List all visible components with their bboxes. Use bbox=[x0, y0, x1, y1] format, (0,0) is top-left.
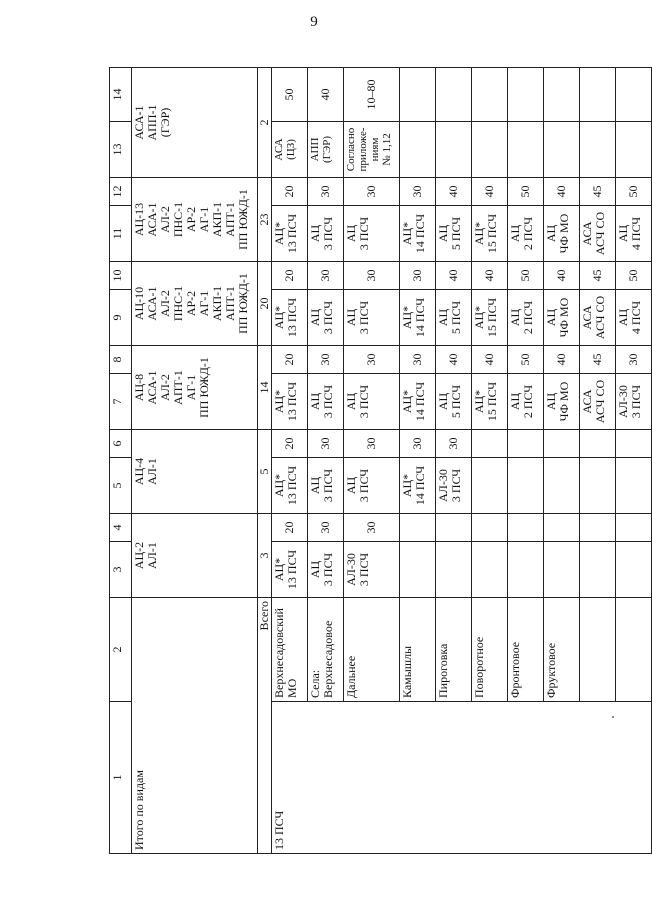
header-col-11: 11 bbox=[110, 206, 132, 262]
cell-col-4 bbox=[472, 514, 508, 542]
cell-col-12: 50 bbox=[508, 178, 544, 206]
cell-col-12: 30 bbox=[344, 178, 400, 206]
fire-response-table bbox=[109, 67, 652, 854]
margin-mark bbox=[612, 716, 614, 718]
cell-col-10: 30 bbox=[400, 262, 436, 290]
cell-col-4 bbox=[616, 514, 652, 542]
cell-col-3: АЦ* 13 ПСЧ bbox=[272, 542, 308, 598]
cell-col-4: 30 bbox=[344, 514, 400, 542]
cell-col-3 bbox=[400, 542, 436, 598]
cell-col-12: 40 bbox=[472, 178, 508, 206]
cell-col-14 bbox=[580, 68, 616, 122]
cell-col-13 bbox=[436, 122, 472, 178]
cell-col-7: АЦ ЧФ МО bbox=[544, 374, 580, 430]
cell-col-6 bbox=[544, 430, 580, 458]
cell-col-10: 20 bbox=[272, 262, 308, 290]
cell-col-10: 40 bbox=[472, 262, 508, 290]
cell-col-13: АПП (ГЭР) bbox=[308, 122, 344, 178]
cell-col-4: 30 bbox=[308, 514, 344, 542]
cell-col-3 bbox=[508, 542, 544, 598]
cell-col-5: АЛ-30 3 ПСЧ bbox=[436, 458, 472, 514]
cell-col-9: АЦ* 15 ПСЧ bbox=[472, 290, 508, 346]
cell-col-3 bbox=[436, 542, 472, 598]
cell-col-8: 50 bbox=[508, 346, 544, 374]
cell-col-11: АЦ 3 ПСЧ bbox=[308, 206, 344, 262]
cell-col-7: АЦ* 14 ПСЧ bbox=[400, 374, 436, 430]
cell-col-13 bbox=[580, 122, 616, 178]
cell-col-3: АЛ-30 3 ПСЧ bbox=[344, 542, 400, 598]
totals-c13: АСА-1 АПП-1 (ГЭР) bbox=[132, 68, 258, 178]
cell-col-11: АЦ 2 ПСЧ bbox=[508, 206, 544, 262]
cell-col-14: 40 bbox=[308, 68, 344, 122]
totals-c3: АЦ-2 АЛ-1 bbox=[132, 514, 258, 598]
cell-col-8: 30 bbox=[308, 346, 344, 374]
cell-col-4 bbox=[544, 514, 580, 542]
totals-c11: АЦ-13 АСА-1 АЛ-2 ПНС-1 АР-2 АГ-1 АКП-1 АПТ-1 ПП ЮЖД-1 bbox=[132, 178, 258, 262]
cell-col-8: 30 bbox=[344, 346, 400, 374]
header-col-14: 14 bbox=[110, 68, 132, 122]
cell-col-6 bbox=[580, 430, 616, 458]
cell-col-14 bbox=[400, 68, 436, 122]
cell-col-8: 45 bbox=[580, 346, 616, 374]
cell-col-14 bbox=[436, 68, 472, 122]
cell-col-14 bbox=[508, 68, 544, 122]
cell-col-13 bbox=[400, 122, 436, 178]
cell-col-5 bbox=[508, 458, 544, 514]
cell-col-10: 45 bbox=[580, 262, 616, 290]
cell-col-8: 40 bbox=[436, 346, 472, 374]
cell-col-11: АЦ 3 ПСЧ bbox=[344, 206, 400, 262]
cell-col-6: 30 bbox=[308, 430, 344, 458]
cell-col-13 bbox=[472, 122, 508, 178]
vsego-row bbox=[258, 68, 272, 854]
cell-col-14: 10–80 bbox=[344, 68, 400, 122]
cell-col-8: 30 bbox=[616, 346, 652, 374]
settlement-name: Пироговка bbox=[436, 598, 472, 702]
cell-col-5 bbox=[616, 458, 652, 514]
totals-c7: АЦ-8 АСА-1 АЛ-2 АПТ-1 АГ-1 ПП ЮЖД-1 bbox=[132, 346, 258, 430]
cell-col-10: 40 bbox=[544, 262, 580, 290]
cell-col-12: 30 bbox=[308, 178, 344, 206]
cell-col-3 bbox=[544, 542, 580, 598]
cell-col-3 bbox=[616, 542, 652, 598]
vsego-c7: 14 bbox=[258, 346, 272, 430]
cell-col-12: 40 bbox=[436, 178, 472, 206]
header-col-13: 13 bbox=[110, 122, 132, 178]
cell-col-9: АЦ* 14 ПСЧ bbox=[400, 290, 436, 346]
header-col-3: 3 bbox=[110, 542, 132, 598]
cell-col-14 bbox=[544, 68, 580, 122]
cell-col-9: АСА АСЧ СО bbox=[580, 290, 616, 346]
cell-col-10: 30 bbox=[344, 262, 400, 290]
settlement-name: Верхнесадовский МО bbox=[272, 598, 308, 702]
cell-col-11: АЦ ЧФ МО bbox=[544, 206, 580, 262]
cell-col-4 bbox=[436, 514, 472, 542]
cell-col-6: 30 bbox=[400, 430, 436, 458]
cell-col-7: АСА АСЧ СО bbox=[580, 374, 616, 430]
header-col-1: 1 bbox=[110, 702, 132, 854]
vsego-c13: 2 bbox=[258, 68, 272, 178]
vsego-c11: 23 bbox=[258, 178, 272, 262]
settlement-name: Фронтовое bbox=[508, 598, 544, 702]
cell-col-11: АЦ 4 ПСЧ bbox=[616, 206, 652, 262]
cell-col-4 bbox=[580, 514, 616, 542]
cell-col-7: АЦ 2 ПСЧ bbox=[508, 374, 544, 430]
cell-col-12: 45 bbox=[580, 178, 616, 206]
cell-col-5: АЦ 3 ПСЧ bbox=[344, 458, 400, 514]
cell-col-4 bbox=[508, 514, 544, 542]
cell-col-9: АЦ 5 ПСЧ bbox=[436, 290, 472, 346]
cell-col-8: 20 bbox=[272, 346, 308, 374]
cell-col-13 bbox=[508, 122, 544, 178]
cell-col-5: АЦ 3 ПСЧ bbox=[308, 458, 344, 514]
header-col-7: 7 bbox=[110, 374, 132, 430]
cell-col-11: АЦ* 14 ПСЧ bbox=[400, 206, 436, 262]
cell-col-8: 40 bbox=[544, 346, 580, 374]
settlement-name: Села: Верхнесадовое bbox=[308, 598, 344, 702]
cell-col-14 bbox=[472, 68, 508, 122]
cell-col-6 bbox=[508, 430, 544, 458]
cell-col-11: АЦ 5 ПСЧ bbox=[436, 206, 472, 262]
cell-col-10: 50 bbox=[508, 262, 544, 290]
cell-col-11: АСА АСЧ СО bbox=[580, 206, 616, 262]
vsego-c3: 3 bbox=[258, 514, 272, 598]
cell-col-3 bbox=[472, 542, 508, 598]
totals-label: Итого по видам bbox=[132, 598, 258, 854]
cell-col-6: 30 bbox=[436, 430, 472, 458]
cell-col-7: АЦ 5 ПСЧ bbox=[436, 374, 472, 430]
station-cell: 13 ПСЧ bbox=[272, 702, 652, 854]
cell-col-9: АЦ ЧФ МО bbox=[544, 290, 580, 346]
cell-col-4: 20 bbox=[272, 514, 308, 542]
column-number-row bbox=[110, 68, 132, 854]
cell-col-6 bbox=[472, 430, 508, 458]
cell-col-6: 20 bbox=[272, 430, 308, 458]
cell-col-8: 40 bbox=[472, 346, 508, 374]
cell-col-12: 30 bbox=[400, 178, 436, 206]
cell-col-6: 30 bbox=[344, 430, 400, 458]
settlement-name bbox=[616, 598, 652, 702]
cell-col-7: АЛ-30 3 ПСЧ bbox=[616, 374, 652, 430]
header-col-5: 5 bbox=[110, 458, 132, 514]
cell-col-14: 50 bbox=[272, 68, 308, 122]
vsego-label: Всего bbox=[258, 598, 272, 702]
header-col-6: 6 bbox=[110, 430, 132, 458]
cell-col-8: 30 bbox=[400, 346, 436, 374]
settlement-name: Камышлы bbox=[400, 598, 436, 702]
cell-col-14 bbox=[616, 68, 652, 122]
page-number: 9 bbox=[310, 14, 318, 30]
totals-row bbox=[132, 68, 258, 854]
cell-col-13 bbox=[616, 122, 652, 178]
cell-col-9: АЦ 3 ПСЧ bbox=[344, 290, 400, 346]
header-col-8: 8 bbox=[110, 346, 132, 374]
cell-col-5: АЦ* 13 ПСЧ bbox=[272, 458, 308, 514]
vsego-c9: 20 bbox=[258, 262, 272, 346]
cell-col-9: АЦ 4 ПСЧ bbox=[616, 290, 652, 346]
header-col-12: 12 bbox=[110, 178, 132, 206]
header-col-9: 9 bbox=[110, 290, 132, 346]
cell-col-6 bbox=[616, 430, 652, 458]
cell-col-9: АЦ* 13 ПСЧ bbox=[272, 290, 308, 346]
totals-c9: АЦ-10 АСА-1 АЛ-2 ПНС-1 АР-2 АГ-1 АКП-1 АПТ-1 ПП ЮЖД-1 bbox=[132, 262, 258, 346]
header-col-10: 10 bbox=[110, 262, 132, 290]
cell-col-5 bbox=[580, 458, 616, 514]
cell-col-3 bbox=[580, 542, 616, 598]
vsego-c5: 5 bbox=[258, 430, 272, 514]
cell-col-12: 40 bbox=[544, 178, 580, 206]
header-col-4: 4 bbox=[110, 514, 132, 542]
cell-col-10: 30 bbox=[308, 262, 344, 290]
settlement-name: Дальнее bbox=[344, 598, 400, 702]
settlement-name: Поворотное bbox=[472, 598, 508, 702]
cell-col-10: 40 bbox=[436, 262, 472, 290]
cell-col-10: 50 bbox=[616, 262, 652, 290]
cell-col-13 bbox=[544, 122, 580, 178]
cell-col-5: АЦ* 14 ПСЧ bbox=[400, 458, 436, 514]
cell-col-11: АЦ* 13 ПСЧ bbox=[272, 206, 308, 262]
cell-col-7: АЦ* 13 ПСЧ bbox=[272, 374, 308, 430]
cell-col-7: АЦ 3 ПСЧ bbox=[344, 374, 400, 430]
cell-col-12: 20 bbox=[272, 178, 308, 206]
rotated-table-frame bbox=[109, 68, 643, 854]
cell-col-4 bbox=[400, 514, 436, 542]
cell-col-7: АЦ* 15 ПСЧ bbox=[472, 374, 508, 430]
settlement-name: Фруктовое bbox=[544, 598, 580, 702]
cell-col-7: АЦ 3 ПСЧ bbox=[308, 374, 344, 430]
cell-col-5 bbox=[544, 458, 580, 514]
cell-col-13: АСА (ЦЗ) bbox=[272, 122, 308, 178]
cell-col-12: 50 bbox=[616, 178, 652, 206]
cell-col-13: Согласно приложе- ниям № 1,12 bbox=[344, 122, 400, 178]
cell-col-9: АЦ 3 ПСЧ bbox=[308, 290, 344, 346]
header-col-2: 2 bbox=[110, 598, 132, 702]
table-row bbox=[272, 68, 308, 854]
cell-col-3: АЦ 3 ПСЧ bbox=[308, 542, 344, 598]
totals-c5: АЦ-4 АЛ-1 bbox=[132, 430, 258, 514]
settlement-name bbox=[580, 598, 616, 702]
cell-col-11: АЦ* 15 ПСЧ bbox=[472, 206, 508, 262]
cell-col-9: АЦ 2 ПСЧ bbox=[508, 290, 544, 346]
cell-col-5 bbox=[472, 458, 508, 514]
